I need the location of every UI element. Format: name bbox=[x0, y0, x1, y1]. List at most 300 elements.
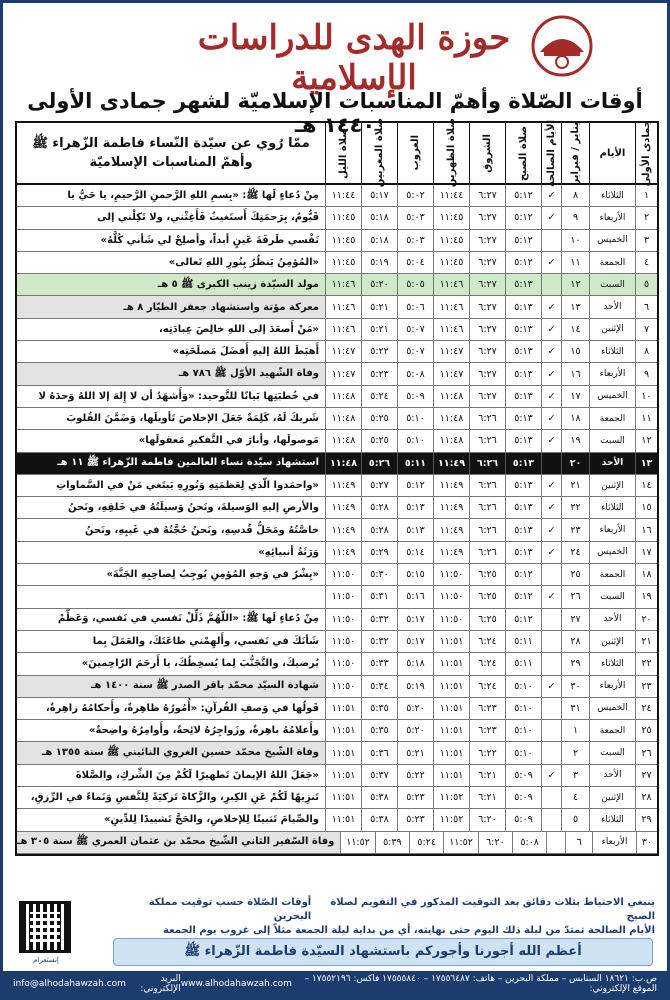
sunset-time: ٥:١١ bbox=[397, 453, 433, 474]
night-time: ١١:٤٨ bbox=[325, 453, 361, 474]
note-cell: «واحمَدوا الّذي لِعَظمَتِهِ وَنُورِهِ يَبتَغي مَنْ في السَّماواتِ bbox=[56, 480, 319, 491]
table-row bbox=[17, 787, 657, 809]
hijri-day-cell: ١٨ bbox=[635, 564, 657, 585]
night-time: ١١:٤٨ bbox=[325, 386, 361, 407]
maghrib-time: ٥:٢٤ bbox=[361, 386, 397, 407]
header-sunrise: الشروق bbox=[469, 123, 505, 183]
fajr-time: ٥:٠٩ bbox=[505, 809, 541, 830]
good-day-check: ✓ bbox=[541, 207, 561, 228]
good-day-check bbox=[541, 453, 561, 474]
table-row bbox=[17, 475, 657, 497]
dhuhr-time: ١١:٤٥ bbox=[433, 230, 469, 251]
sunrise-time: ٦:٢٣ bbox=[469, 720, 505, 741]
hijri-day-cell: ١٩ bbox=[635, 586, 657, 607]
gregorian-cell: ٣٠ bbox=[561, 676, 589, 697]
fajr-time: ٥:١٣ bbox=[505, 430, 541, 451]
dhuhr-time: ١١:٥١ bbox=[433, 742, 469, 763]
fajr-time: ٥:١٣ bbox=[505, 386, 541, 407]
weekday-cell: الأربعاء bbox=[589, 363, 635, 384]
sunrise-time: ٦:٢٦ bbox=[469, 430, 505, 451]
fajr-time: ٥:١٢ bbox=[505, 586, 541, 607]
good-day-check bbox=[541, 698, 561, 719]
note-cell: وفاة الشّيخ محمّد حسين الغروي النائيني ﷺ سنة ١٣٥٥ هـ bbox=[17, 742, 325, 763]
hijri-day-cell: ٣٠ bbox=[636, 832, 657, 853]
dhuhr-time: ١١:٤٩ bbox=[433, 497, 469, 518]
dhuhr-time: ١١:٤٥ bbox=[433, 207, 469, 228]
note-cell: والأرضِ إليهِ الوَسيلةَ، ونَحنُ وَسيلَتُهُ في خَلقِهِ، ونَحنُ bbox=[67, 502, 319, 514]
sunrise-time: ٦:٢٥ bbox=[469, 564, 505, 585]
good-day-check: ✓ bbox=[541, 497, 561, 518]
weekday-cell: الخميس bbox=[589, 698, 635, 719]
weekday-cell: الأربعاء bbox=[589, 519, 635, 540]
header-gregorian: يناير / فبراير bbox=[561, 123, 589, 183]
gregorian-cell: ١٦ bbox=[561, 363, 589, 384]
fajr-time: ٥:٠٨ bbox=[512, 832, 546, 853]
contact-website[interactable]: www.alhodahawzah.com bbox=[180, 979, 292, 989]
good-day-check bbox=[541, 809, 561, 830]
header-fajr: صلاة الصبح bbox=[505, 123, 541, 183]
sunset-time: ٥:٠٧ bbox=[397, 341, 433, 362]
dhuhr-time: ١١:٥١ bbox=[433, 676, 469, 697]
gregorian-cell: ٦ bbox=[565, 832, 592, 853]
footer-note-timezone: أوقات الصّلاة حسب توقيت مملكة البحرين bbox=[148, 897, 312, 922]
fajr-time: ٥:١٣ bbox=[505, 408, 541, 429]
good-day-check: ✓ bbox=[541, 765, 561, 786]
hijri-day-cell: ٢٢ bbox=[635, 653, 657, 674]
gregorian-cell: ٢٦ bbox=[561, 586, 589, 607]
weekday-cell: الخميس bbox=[589, 230, 635, 251]
sunset-time: ٥:٠٧ bbox=[397, 319, 433, 340]
night-time: ١١:٤٦ bbox=[325, 274, 361, 295]
table-row bbox=[17, 341, 657, 363]
hijri-day-cell: ٥ bbox=[635, 274, 657, 295]
fajr-time: ٥:١٠ bbox=[505, 742, 541, 763]
night-time: ١١:٥٠ bbox=[325, 564, 361, 585]
maghrib-time: ٥:٢٧ bbox=[361, 475, 397, 496]
dhuhr-time: ١١:٥١ bbox=[433, 765, 469, 786]
good-day-check bbox=[541, 564, 561, 585]
sunrise-time: ٦:٢٧ bbox=[469, 296, 505, 317]
note-cell: قَولُها في وَصفِ القُرآنِ: «أُمُورُهُ ظاهِرةٌ، وأَحكامُهُ زاهِرةٌ، bbox=[45, 702, 319, 714]
note-cell: شَأنَكَ في نَفسي، وأَلهِمْني طاعَتَكَ، والعَمَلَ بِما bbox=[92, 636, 319, 648]
sunset-time: ٥:٢٣ bbox=[397, 809, 433, 830]
dhuhr-time: ١١:٤٨ bbox=[433, 430, 469, 451]
hijri-day-cell: ١ bbox=[635, 185, 657, 206]
condolence-banner: أعظم الله أجورنا وأجوركم باستشهاد السيّدة فاطمة الزّهراء ﷺ bbox=[113, 938, 653, 966]
sunrise-time: ٦:٢٤ bbox=[469, 631, 505, 652]
sunrise-time: ٦:٢٢ bbox=[469, 742, 505, 763]
gregorian-cell: ١١ bbox=[561, 252, 589, 273]
night-time: ١١:٥٠ bbox=[325, 631, 361, 652]
page-title: أوقات الصّلاة وأهمّ المناسبات الإسلاميّة لشهر جمادى الأولى ١٤٤٠ هـ bbox=[27, 89, 643, 137]
sunset-time: ٥:٢١ bbox=[397, 742, 433, 763]
night-time: ١١:٤٤ bbox=[325, 185, 361, 206]
table-row bbox=[17, 676, 657, 698]
dhuhr-time: ١١:٤٧ bbox=[433, 341, 469, 362]
night-time: ١١:٥٠ bbox=[325, 586, 361, 607]
night-time: ١١:٤٩ bbox=[325, 475, 361, 496]
table-row bbox=[17, 207, 657, 229]
sunrise-time: ٦:٢٧ bbox=[469, 230, 505, 251]
note-cell: وأَعلامُهُ باهِرةٌ، وزَواجِرُهُ لائِحةٌ، وأَوامِرُهُ واضِحةٌ» bbox=[89, 725, 319, 737]
table-row bbox=[17, 542, 657, 564]
table-row bbox=[17, 296, 657, 318]
table-row bbox=[17, 519, 657, 541]
dhuhr-time: ١١:٥٢ bbox=[433, 787, 469, 808]
gregorian-cell: ٢١ bbox=[561, 475, 589, 496]
note-cell: خاصَّتُهُ ومَحَلُّ قُدسِهِ، ونَحنُ حُجَّتُهُ في غَيبِهِ، ونَحنُ bbox=[84, 524, 319, 536]
fajr-time: ٥:١٣ bbox=[505, 475, 541, 496]
note-cell: مولد السيّدة زينب الكبرى ﷺ ٥ هـ bbox=[157, 278, 319, 290]
sunrise-time: ٦:٢٧ bbox=[469, 185, 505, 206]
hijri-day-cell: ٩ bbox=[635, 363, 657, 384]
dhuhr-time: ١١:٥٠ bbox=[433, 564, 469, 585]
weekday-cell: السبت bbox=[589, 274, 635, 295]
sunset-time: ٥:٠٣ bbox=[397, 230, 433, 251]
note-cell: قَيُّومُ، بِرَحمَتِكَ أَستَغيثُ فَأَغِثْني، ولا تَكِلْني إلى bbox=[97, 212, 319, 224]
table-row bbox=[17, 832, 657, 854]
weekday-cell: الأحد bbox=[589, 609, 635, 630]
fajr-time: ٥:١٣ bbox=[505, 274, 541, 295]
hijri-day-cell: ٢٦ bbox=[635, 742, 657, 763]
weekday-cell: الإثنين bbox=[589, 631, 635, 652]
table-row bbox=[17, 497, 657, 519]
dhuhr-time: ١١:٤٦ bbox=[433, 274, 469, 295]
maghrib-time: ٥:١٨ bbox=[361, 207, 397, 228]
note-cell: «بِشْرٌ في وَجهِ المُؤمِنِ يُوجِبُ لِصاحِبِهِ الجَنَّةَ» bbox=[106, 569, 319, 581]
sunset-time: ٥:١٣ bbox=[397, 497, 433, 518]
gregorian-cell: ١٥ bbox=[561, 341, 589, 362]
maghrib-time: ٥:٣٨ bbox=[361, 809, 397, 830]
gregorian-cell: ٣١ bbox=[561, 698, 589, 719]
sunset-time: ٥:٠٤ bbox=[397, 252, 433, 273]
maghrib-time: ٥:٣٨ bbox=[361, 787, 397, 808]
good-day-check: ✓ bbox=[541, 185, 561, 206]
gregorian-cell: ٢٩ bbox=[561, 653, 589, 674]
weekday-cell: الأربعاء bbox=[589, 207, 635, 228]
table-row bbox=[17, 653, 657, 675]
gregorian-cell: ٢٤ bbox=[561, 542, 589, 563]
hijri-day-cell: ١٧ bbox=[635, 542, 657, 563]
contact-email[interactable]: info@alhodahawzah.com bbox=[13, 979, 126, 989]
night-time: ١١:٥١ bbox=[325, 720, 361, 741]
gregorian-cell: ٢٢ bbox=[561, 497, 589, 518]
night-time: ١١:٤٩ bbox=[325, 542, 361, 563]
table-row bbox=[17, 453, 657, 475]
table-row bbox=[17, 586, 657, 608]
hijri-day-cell: ١٤ bbox=[635, 475, 657, 496]
good-day-check: ✓ bbox=[541, 296, 561, 317]
sunset-time: ٥:١٧ bbox=[397, 631, 433, 652]
weekday-cell: الأحد bbox=[589, 453, 635, 474]
fajr-time: ٥:١٣ bbox=[505, 341, 541, 362]
header bbox=[6, 6, 664, 98]
sunrise-time: ٦:٢٥ bbox=[469, 586, 505, 607]
good-day-check bbox=[541, 720, 561, 741]
sunset-time: ٥:١٠ bbox=[397, 408, 433, 429]
header-night: صلاة الليل bbox=[325, 123, 361, 183]
sunrise-time: ٦:٢٦ bbox=[469, 542, 505, 563]
maghrib-time: ٥:٢٣ bbox=[361, 363, 397, 384]
night-time: ١١:٤٨ bbox=[325, 408, 361, 429]
note-cell: مِنْ دُعاءٍ لَها ﷺ: «اللّهُمَّ ذَلِّلْ نَفسي في نَفسي، وَعَظِّمْ bbox=[57, 613, 319, 625]
dhuhr-time: ١١:٤٤ bbox=[433, 185, 469, 206]
sunset-time: ٥:٠٨ bbox=[397, 363, 433, 384]
sunrise-time: ٦:٢٦ bbox=[469, 497, 505, 518]
maghrib-time: ٥:٢٨ bbox=[361, 519, 397, 540]
hijri-day-cell: ٢٩ bbox=[635, 809, 657, 830]
gregorian-cell: ١٤ bbox=[561, 319, 589, 340]
note-cell: والصِّيامَ تَثبيتًا لِلإخلاصِ، والحَجَّ تَشييدًا لِلدِّينِ» bbox=[104, 814, 319, 826]
maghrib-time: ٥:١٩ bbox=[361, 252, 397, 273]
weekday-cell: السبت bbox=[589, 430, 635, 451]
note-cell: شهادة السيّد محمّد باقر الصدر ﷺ سنة ١٤٠٠ هـ bbox=[17, 676, 325, 697]
good-day-check bbox=[541, 653, 561, 674]
night-time: ١١:٤٨ bbox=[325, 430, 361, 451]
night-time: ١١:٤٥ bbox=[325, 230, 361, 251]
table-row bbox=[17, 720, 657, 742]
note-cell: مِنْ دُعاءٍ لَها ﷺ: «بِسمِ اللهِ الرَّحمنِ الرَّحيمِ، يا حَيُّ يا bbox=[67, 189, 319, 201]
good-day-check: ✓ bbox=[541, 586, 561, 607]
logo-title: حوزة الهدى للدراسات الإسلامية bbox=[197, 18, 511, 98]
table-row bbox=[17, 185, 657, 207]
good-day-check: ✓ bbox=[541, 319, 561, 340]
table-row bbox=[17, 765, 657, 787]
note-cell: مَوصولَها، وأنارَ في التَّفكيرِ مَعقولَها» bbox=[138, 435, 319, 447]
dhuhr-time: ١١:٤٩ bbox=[433, 519, 469, 540]
weekday-cell: الجمعة bbox=[589, 564, 635, 585]
hijri-day-cell: ٢ bbox=[635, 207, 657, 228]
weekday-cell: الأحد bbox=[589, 765, 635, 786]
weekday-cell: الثلاثاء bbox=[589, 185, 635, 206]
contact-mail-label: البريد الإلكتروني: bbox=[140, 974, 181, 994]
dhuhr-time: ١١:٤٨ bbox=[433, 386, 469, 407]
sunset-time: ٥:١٠ bbox=[397, 430, 433, 451]
maghrib-time: ٥:٣٢ bbox=[361, 609, 397, 630]
good-day-check bbox=[541, 274, 561, 295]
table-row bbox=[17, 274, 657, 296]
dhuhr-time: ١١:٥١ bbox=[433, 698, 469, 719]
gregorian-cell: ٥ bbox=[561, 809, 589, 830]
maghrib-time: ٥:٢١ bbox=[361, 319, 397, 340]
gregorian-cell: ٤ bbox=[561, 787, 589, 808]
note-cell: معركة مؤتة واستشهاد جعفر الطيّار ٨ هـ bbox=[17, 296, 325, 317]
hijri-day-cell: ٢١ bbox=[635, 631, 657, 652]
maghrib-time: ٥:٢٠ bbox=[361, 274, 397, 295]
weekday-cell: الجمعة bbox=[589, 408, 635, 429]
maghrib-time: ٥:٣٠ bbox=[361, 564, 397, 585]
good-day-check: ✓ bbox=[541, 408, 561, 429]
sunset-time: ٥:١٩ bbox=[397, 676, 433, 697]
note-cell: «المُؤمِنُ يَنظُرُ بِنُورِ اللهِ تَعالى» bbox=[168, 257, 319, 269]
dhuhr-time: ١١:٥١ bbox=[433, 653, 469, 674]
night-time: ١١:٤٦ bbox=[325, 296, 361, 317]
fajr-time: ٥:٠٩ bbox=[505, 765, 541, 786]
dhuhr-time: ١١:٥١ bbox=[433, 720, 469, 741]
sunrise-time: ٦:٢٦ bbox=[469, 475, 505, 496]
header-notes: ممّا رُوي عن سيّدة النّساء فاطمة الزّهراء ﷺ وأهمّ المناسبات الإسلاميّة bbox=[32, 136, 310, 170]
hijri-day-cell: ٦ bbox=[635, 296, 657, 317]
hijri-day-cell: ١٦ bbox=[635, 519, 657, 540]
sunset-time: ٥:١٨ bbox=[397, 653, 433, 674]
header-maghrib: صلاة المغربين bbox=[361, 123, 397, 183]
hijri-day-cell: ١٠ bbox=[635, 386, 657, 407]
weekday-cell: الخميس bbox=[589, 386, 635, 407]
gregorian-cell: ٣ bbox=[561, 765, 589, 786]
sunset-time: ٥:١٧ bbox=[397, 609, 433, 630]
fajr-time: ٥:١٢ bbox=[505, 252, 541, 273]
good-day-check: ✓ bbox=[541, 430, 561, 451]
dhuhr-time: ١١:٤٩ bbox=[433, 542, 469, 563]
dhuhr-time: ١١:٥٢ bbox=[433, 809, 469, 830]
sunset-time: ٥:١٣ bbox=[397, 519, 433, 540]
weekday-cell: الجمعة bbox=[589, 252, 635, 273]
fajr-time: ٥:١٣ bbox=[505, 453, 541, 474]
sunrise-time: ٦:٢٦ bbox=[469, 519, 505, 540]
hijri-day-cell: ٢٠ bbox=[635, 609, 657, 630]
good-day-check bbox=[541, 787, 561, 808]
weekday-cell: السبت bbox=[589, 586, 635, 607]
night-time: ١١:٤٦ bbox=[325, 319, 361, 340]
maghrib-time: ٥:٣٧ bbox=[361, 765, 397, 786]
fajr-time: ٥:١٠ bbox=[505, 698, 541, 719]
table-row bbox=[17, 363, 657, 385]
hijri-day-cell: ١٣ bbox=[635, 453, 657, 474]
sunset-time: ٥:٢٠ bbox=[397, 720, 433, 741]
weekday-cell: الثلاثاء bbox=[589, 497, 635, 518]
weekday-cell: الأربعاء bbox=[589, 676, 635, 697]
sunset-time: ٥:٢٠ bbox=[397, 698, 433, 719]
good-day-check bbox=[546, 832, 565, 853]
maghrib-time: ٥:١٨ bbox=[361, 230, 397, 251]
dhuhr-time: ١١:٤٦ bbox=[433, 296, 469, 317]
night-time: ١١:٤٩ bbox=[325, 519, 361, 540]
sunset-time: ٥:٢٢ bbox=[397, 765, 433, 786]
night-time: ١١:٥٠ bbox=[325, 609, 361, 630]
sunset-time: ٥:٠٦ bbox=[397, 296, 433, 317]
good-day-check bbox=[541, 609, 561, 630]
good-day-check: ✓ bbox=[541, 341, 561, 362]
dhuhr-time: ١١:٥٠ bbox=[433, 609, 469, 630]
maghrib-time: ٥:٣١ bbox=[361, 586, 397, 607]
gregorian-cell: ٢٨ bbox=[561, 631, 589, 652]
weekday-cell: الثلاثاء bbox=[589, 809, 635, 830]
good-day-check: ✓ bbox=[541, 542, 561, 563]
fajr-time: ٥:١٢ bbox=[505, 609, 541, 630]
night-time: ١١:٤٧ bbox=[325, 341, 361, 362]
weekday-cell: الجمعة bbox=[589, 720, 635, 741]
sunrise-time: ٦:٢٤ bbox=[469, 653, 505, 674]
night-time: ١١:٤٥ bbox=[325, 207, 361, 228]
note-cell: استشهاد سيّدة نساء العالمين فاطمة الزّهراء ﷺ ١١ هـ bbox=[17, 453, 325, 474]
fajr-time: ٥:١٣ bbox=[505, 363, 541, 384]
table-header bbox=[17, 118, 657, 188]
sunset-time: ٥:٢٤ bbox=[409, 832, 443, 853]
qr-label: إنستغرام bbox=[33, 956, 59, 964]
sunrise-time: ٦:٢٤ bbox=[469, 676, 505, 697]
note-cell: «جَعَلَ اللهُ الإيمانَ تَطهيرًا لَكُمْ مِنَ الشِّركِ، والصَّلاةَ bbox=[75, 769, 319, 781]
maghrib-time: ٥:٢٨ bbox=[361, 497, 397, 518]
maghrib-time: ٥:٣٥ bbox=[361, 698, 397, 719]
weekday-cell: السبت bbox=[589, 742, 635, 763]
hijri-day-cell: ١٢ bbox=[635, 430, 657, 451]
night-time: ١١:٥٢ bbox=[340, 832, 374, 853]
sunrise-time: ٦:٢٧ bbox=[469, 386, 505, 407]
note-cell: وفاة السّفير الثاني الشّيخ محمّد بن عثمان العمري ﷺ سنة ٣٠٥ هـ bbox=[17, 832, 340, 853]
sunrise-time: ٦:٢٦ bbox=[469, 453, 505, 474]
weekday-cell: الإثنين bbox=[589, 319, 635, 340]
night-time: ١١:٤٥ bbox=[325, 252, 361, 273]
fajr-time: ٥:١٢ bbox=[505, 564, 541, 585]
gregorian-cell: ١٧ bbox=[561, 386, 589, 407]
fajr-time: ٥:١٠ bbox=[505, 676, 541, 697]
fajr-time: ٥:٠٩ bbox=[505, 787, 541, 808]
night-time: ١١:٥٠ bbox=[325, 676, 361, 697]
dhuhr-time: ١١:٤٧ bbox=[433, 363, 469, 384]
sunrise-time: ٦:٢٥ bbox=[469, 609, 505, 630]
gregorian-cell: ١٢ bbox=[561, 274, 589, 295]
gregorian-cell: ٢٧ bbox=[561, 609, 589, 630]
prayer-times-table bbox=[15, 118, 659, 856]
table-row bbox=[17, 631, 657, 653]
table-row bbox=[17, 809, 657, 831]
fajr-time: ٥:١٢ bbox=[505, 207, 541, 228]
sunrise-time: ٦:٢٠ bbox=[478, 832, 512, 853]
note-cell: يُرضيكَ، والتَّجَنُّبَ لِما يُسخِطُكَ، يا أَرحَمَ الرّاحِمينَ» bbox=[81, 658, 319, 670]
maghrib-time: ٥:٢١ bbox=[361, 296, 397, 317]
gregorian-cell: ٢٠ bbox=[561, 453, 589, 474]
hijri-day-cell: ٣ bbox=[635, 230, 657, 251]
contact-bar bbox=[3, 971, 667, 997]
table-row bbox=[17, 742, 657, 764]
weekday-cell: الثلاثاء bbox=[589, 653, 635, 674]
qr-code-icon[interactable] bbox=[19, 901, 71, 953]
table-row bbox=[17, 408, 657, 430]
gregorian-cell: ١٨ bbox=[561, 408, 589, 429]
dhuhr-time: ١١:٤٩ bbox=[433, 453, 469, 474]
header-good-days: الأيام الصالحة bbox=[541, 123, 561, 183]
note-cell: «مَنْ أَصعَدَ إلى اللهِ خالِصَ عِبادَتِه، bbox=[159, 323, 319, 335]
good-day-check: ✓ bbox=[541, 252, 561, 273]
sunrise-time: ٦:٢٣ bbox=[469, 698, 505, 719]
contact-address: ص.ب: ١٨٦٢١ السنابس – مملكة البحرين – هاتف: ١٧٥٥٦٤٨٧ – ١٧٥٥٥٨٤٠ فاكس: ١٧٥٥٢١٩٦ – الموقع الإلكتروني: bbox=[304, 974, 657, 994]
fajr-time: ٥:١٣ bbox=[505, 497, 541, 518]
maghrib-time: ٥:٢٦ bbox=[361, 453, 397, 474]
fajr-time: ٥:١٣ bbox=[505, 542, 541, 563]
hijri-day-cell: ٢٥ bbox=[635, 720, 657, 741]
header-dhuhr: صلاة الظهرين bbox=[433, 123, 469, 183]
sunset-time: ٥:٠٢ bbox=[397, 185, 433, 206]
fajr-time: ٥:١٣ bbox=[505, 519, 541, 540]
weekday-cell: الأربعاء bbox=[592, 832, 636, 853]
hijri-day-cell: ٢٣ bbox=[635, 676, 657, 697]
hijri-day-cell: ٤ bbox=[635, 252, 657, 273]
sunset-time: ٥:٠٣ bbox=[397, 207, 433, 228]
night-time: ١١:٥١ bbox=[325, 742, 361, 763]
header-weekday: الأيام bbox=[589, 123, 635, 183]
night-time: ١١:٤٧ bbox=[325, 363, 361, 384]
note-cell: نَفْسي طَرفَةَ عَينٍ أبداً، وأصلِحْ لي شَأني كُلَّهُ» bbox=[100, 234, 319, 246]
note-cell: تَنزِيهًا لَكُمْ عَنِ الكِبرِ، والزَّكاةَ تَزكيَةً لِلنَّفسِ وَنَماءً في الرِّزقِ، bbox=[30, 792, 319, 804]
sunrise-time: ٦:٢٠ bbox=[469, 809, 505, 830]
maghrib-time: ٥:٣٦ bbox=[361, 742, 397, 763]
gregorian-cell: ١٩ bbox=[561, 430, 589, 451]
footer-note-fajr: ينبغي الاحتياط بثلاث دقائق بعد التوقيت المذكور في التقويم لصلاة الصبح bbox=[330, 897, 655, 922]
maghrib-time: ٥:٣٣ bbox=[361, 653, 397, 674]
weekday-cell: الإثنين bbox=[589, 787, 635, 808]
night-time: ١١:٥٠ bbox=[325, 653, 361, 674]
gregorian-cell: ٨ bbox=[561, 185, 589, 206]
